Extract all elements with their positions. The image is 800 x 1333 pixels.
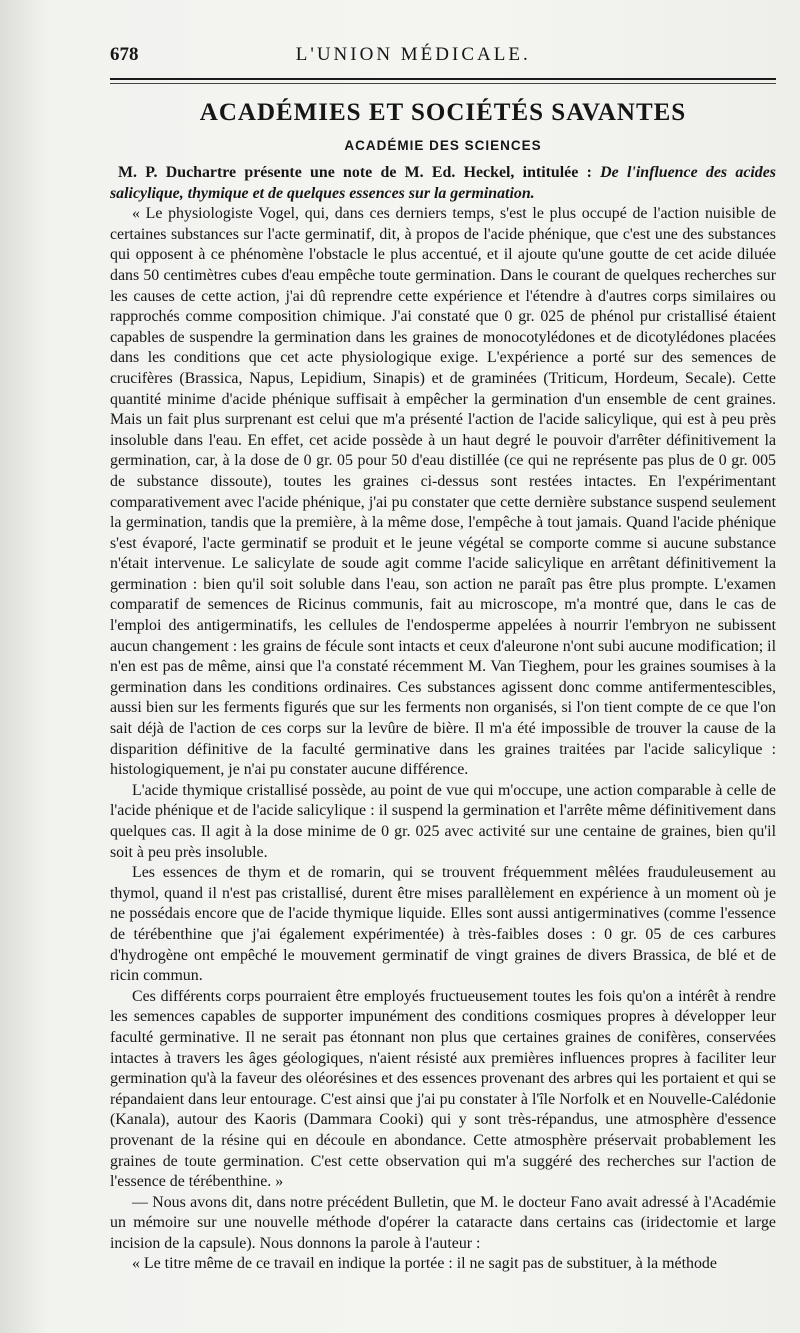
- journal-title: L'UNION MÉDICALE.: [295, 44, 531, 65]
- page-number: 678: [110, 44, 139, 65]
- paragraph: — Nous avons dit, dans notre précédent Bulletin, que M. le docteur Fano avait adressé à l'Académie un mémoire sur une nouvelle méthode d'opérer la cataracte dans certains cas (iridectomie et large incision de la capsule). Nous donnons la parole à l'auteur :: [110, 1193, 776, 1252]
- header-rule: [110, 78, 776, 80]
- article-body: [110, 163, 776, 1275]
- paragraph: « Le titre même de ce travail en indique la portée : il ne sagit pas de substituer, à la méthode: [132, 1255, 717, 1273]
- section-title: ACADÉMIES ET SOCIÉTÉS SAVANTES: [199, 99, 687, 126]
- header-rule-thin: [110, 83, 776, 84]
- intro-paragraph: [110, 163, 776, 204]
- paragraph: « Le physiologiste Vogel, qui, dans ces derniers temps, s'est le plus occupé de l'action nuisible de certaines substances sur l'acte germinatif, dit, à propos de l'acide phénique, que c'est une des substances qui opposent à ce phénomène l'obstacle le plus accentué, et il ajoute qu'une goutte de cet acide diluée dans 50 centimètres cubes d'eau empêche toute germination. Dans le courant de quelques recherches sur les causes de cette action, j'ai dû reprendre cette expérience et l'étendre à d'autres corps similaires ou rapprochés comme composition chimique. J'ai constaté que 0 gr. 025 de phénol pur cristallisé étaient capables de suspendre la germination dans les graines de monocotylédones et de dicotylédones placées dans les conditions que cet acte physiologique exige. L'expérience a porté sur des semences de crucifères (Brassica, Napus, Lepidium, Sinapis) et de graminées (Triticum, Hordeum, Secale). Cette quantité minime d'acide phénique suffisait à empêcher la germination d'un ensemble de cent graines. Mais un fait plus surprenant est celui que m'a présenté l'action de l'acide salicylique, qui est à peu près insoluble dans l'eau. En effet, cet acide possède à un haut degré le pouvoir d'arrêter définitivement la germination, car, à la dose de 0 gr. 05 pour 50 d'eau distillée (ce qui ne représente pas plus de 0 gr. 005 de substance dissoute), toutes les graines ci-dessus sont restées intactes. En l'expérimentant comparativement avec l'acide phénique, j'ai pu constater que cette dernière substance suspend seulement la germination, tandis que la première, à la même dose, l'empêche à tout jamais. Quand l'acide phénique s'est évaporé, l'acte germinatif se produit et le jeune végétal se comporte comme si aucune substance n'était intervenue. Le salicylate de soude agit comme l'acide salicylique en arrêtant définitivement la germination : bien qu'il soit soluble dans l'eau, son action ne paraît pas être plus prompte. L'examen comparatif de semences de Ricinus communis, fait au microscope, m'a montré que, dans le cas de l'emploi des antigerminatifs, les cellules de l'endosperme appelées à nourrir l'embryon ne subissent aucun changement : les grains de fécule sont intacts et ceux d'aleurone n'ont subi aucune modification; il n'en est pas de même, ainsi que l'a constaté récemment M. Van Tieghem, pour les graines soumises à la germination dans les conditions ordinaires. Ces substances agissent donc comme antifermentescibles, aussi bien sur les ferments figurés que sur les ferments non organisés, si l'on tient compte de ce que l'on sait déjà de l'action de ces corps sur la levûre de bière. Il m'a été impossible de trouver la cause de la disparition définitive de la faculté germinative dans les graines traitées par l'acide salicylique : histologiquement, je n'ai pu constater aucune différence.: [110, 205, 776, 779]
- paragraph: Ces différents corps pourraient être employés fructueusement toutes les fois qu'on a intérêt à rendre les semences capables de supporter impunément des conditions cosmiques propres à développer leur faculté germinative. Il ne serait pas étonnant non plus que certaines graines de conifères, conservées intactes à travers les âges géologiques, n'aient résisté aux premières influences propres à faciliter leur germination qu'à la faveur des oléorésines et des essences provenant des arbres qui les portaient et qui se répandaient dans leur entourage. C'est ainsi que j'ai pu constater à l'île Norfolk et en Nouvelle-Calédonie (Kanala), autour des Kaoris (Dammara Cooki) qui y sont très-répandus, une atmosphère d'essence provenant de la résine qui en découle en abondance. Cette atmosphère préservait probablement les graines de toute germination. C'est cette observation qui m'a suggéré des recherches sur l'action de l'essence de térébenthine. »: [110, 987, 776, 1191]
- running-head: [110, 44, 776, 66]
- intro-title: De l'influence des acides salicylique, thymique et de quelques essences sur la germination.: [110, 164, 776, 202]
- paragraph: Les essences de thym et de romarin, qui se trouvent fréquemment mêlées frauduleusement au thymol, quand il n'est pas cristallisé, durent être mises parallèlement en expérience à un moment où je ne possédais encore que de l'acide thymique liquide. Elles sont aussi antigerminatives (comme l'essence de térébenthine que j'ai également expérimentée) à très-faibles doses : 0 gr. 05 de ces carbures d'hydrogène ont empêché le mouvement germinatif de vingt graines de divers Brassica, de blé et de ricin commun.: [110, 864, 776, 985]
- academy-heading: ACADÉMIE DES SCIENCES: [344, 138, 542, 153]
- paragraph: L'acide thymique cristallisé possède, au point de vue qui m'occupe, une action comparable à celle de l'acide phénique et de l'acide salicylique : il suspend la germination et l'arrête même définitivement dans quelques cas. Il agit à la dose minime de 0 gr. 025 avec activité sur une centaine de graines, bien qu'il soit à peu près insoluble.: [110, 781, 776, 861]
- intro-lead: M. P. Duchartre présente une note de M. Ed. Heckel, intitulée :: [118, 164, 592, 181]
